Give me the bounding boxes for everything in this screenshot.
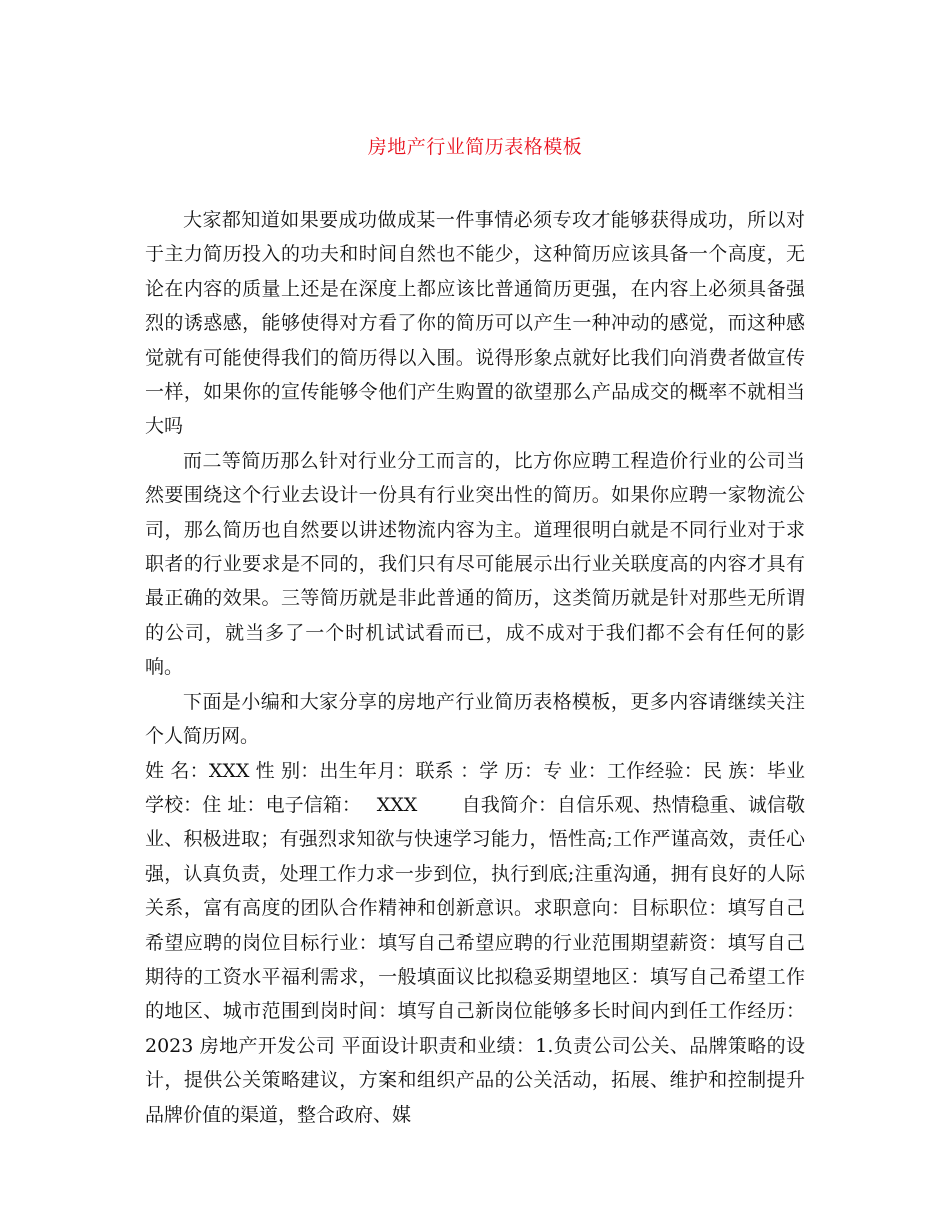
document-title: 房地产行业简历表格模板	[367, 136, 583, 158]
paragraph-share-note: 下面是小编和大家分享的房地产行业简历表格模板，更多内容请继续关注个人简历网。	[145, 690, 805, 748]
document-body	[145, 203, 805, 1132]
paragraph-intro: 大家都知道如果要成功做成某一件事情必须专攻才能够获得成功，所以对于主力简历投入的功夫和时间自然也不能少，这种简历应该具备一个高度，无论在内容的质量上还是在深度上都应该比普通简历更强，在内容上必须具备强烈的诱惑感，能够使得对方看了你的简历可以产生一种冲动的感觉，而这种感觉就有可能使得我们的简历得以入围。说得形象点就好比我们向消费者做宣传一样，如果你的宣传能够令他们产生购置的欲望那么产品成交的概率不就相当大吗	[145, 209, 805, 438]
resume-template-text: 姓 名：XXX 性 别：出生年月：联系 ：学 历：专 业：工作经验：民 族：毕业学校：住 址：电子信箱： XXX 自我简介：自信乐观、热情稳重、诚信敬业、积极进取；有强烈求知欲与快速学习能力，悟性高;工作严谨高效，责任心强，认真负责，处理工作力求一步到位，执行到底;注重沟通，拥有良好的人际关系，富有高度的团队合作精神和创新意识。求职意向：目标职位：填写自己希望应聘的岗位目标行业：填写自己希望应聘的行业范围期望薪资：填写自己期待的工资水平福利需求，一般填面议比拟稳妥期望地区：填写自己希望工作的地区、城市范围到岗时间：填写自己新岗位能够多长时间内到任工作经历：2023 房地产开发公司 平面设计职责和业绩：1.负责公司公关、品牌策略的设计，提供公关策略建议，方案和组织产品的公关活动，拓展、维护和控制提升品牌价值的渠道，整合政府、媒	[145, 759, 805, 1126]
paragraph-second-tier: 而二等简历那么针对行业分工而言的，比方你应聘工程造价行业的公司当然要围绕这个行业去设计一份具有行业突出性的简历。如果你应聘一家物流公司，那么简历也自然要以讲述物流内容为主。道理很明白就是不同行业对于求职者的行业要求是不同的，我们只有尽可能展示出行业关联度高的内容才具有最正确的效果。三等简历就是非此普通的简历，这类简历就是针对那些无所谓的公司，就当多了一个时机试试看而已，成不成对于我们都不会有任何的影响。	[145, 449, 805, 679]
